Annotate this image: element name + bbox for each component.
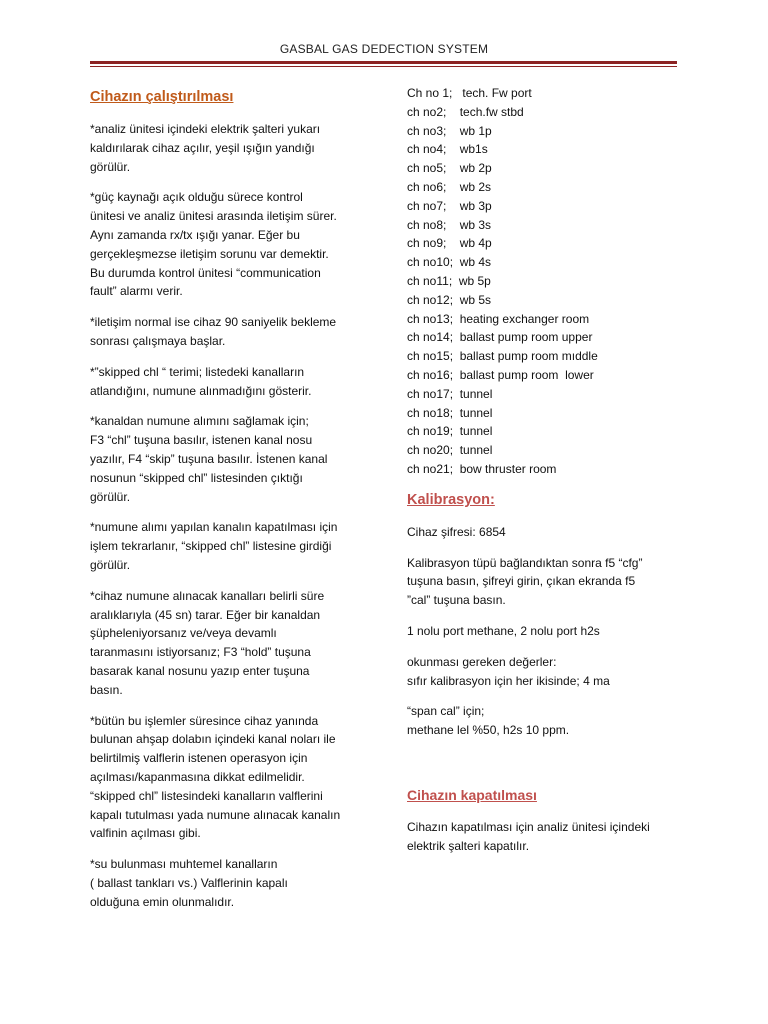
text-line: bulunan ahşap dolabın içindeki kanal noları ile xyxy=(90,732,336,747)
text-line: belirtilmiş valflerin istenen operasyon için xyxy=(90,751,308,766)
text-line: görülür. xyxy=(90,159,131,174)
text-line: ünitesi ve analiz ünitesi arasında iletişim sürer. xyxy=(90,209,337,224)
channel-list xyxy=(407,84,687,479)
text-line: ”cal” tuşuna basın. xyxy=(407,593,506,608)
text-line: *cihaz numune alınacak kanalları belirli süre xyxy=(90,588,325,603)
text-line: sonrası çalışmaya başlar. xyxy=(90,333,226,348)
text-line: F3 “chl” tuşuna basılır, istenen kanal nosu xyxy=(90,433,313,448)
paragraph xyxy=(90,363,368,401)
header-rule-thick xyxy=(90,61,677,64)
channel-item: ch no12; wb 5s xyxy=(407,292,492,307)
channel-item: ch no10; wb 4s xyxy=(407,255,492,270)
text-line: *kanaldan numune alımını sağlamak için; xyxy=(90,414,309,429)
channel-item: ch no5; wb 2p xyxy=(407,161,492,176)
text-line: işlem tekrarlanır, “skipped chl” listesine girdiği xyxy=(90,539,332,554)
text-line: *analiz ünitesi içindeki elektrik şalteri yukarı xyxy=(90,122,321,136)
paragraph xyxy=(90,120,368,176)
channel-item: ch no13; heating exchanger room xyxy=(407,311,590,326)
channel-item: ch no17; tunnel xyxy=(407,386,493,401)
text-line: basın. xyxy=(90,682,123,697)
text-line: görülür. xyxy=(90,557,131,572)
text-line: yazılır, F4 “skip” tuşuna basılır. İstenen kanal xyxy=(90,451,328,466)
text-line: 1 nolu port methane, 2 nolu port h2s xyxy=(407,623,600,638)
channel-item: ch no9; wb 4p xyxy=(407,236,492,251)
text-line: “skipped chl” listesindeki kanalların valflerini xyxy=(90,788,323,803)
paragraph xyxy=(90,587,368,700)
right-column xyxy=(407,84,687,868)
section-heading-shutdown: Cihazın kapatılması xyxy=(407,786,537,803)
paragraph xyxy=(407,523,687,542)
channel-item: ch no14; ballast pump room upper xyxy=(407,330,593,345)
channel-item: ch no7; wb 3p xyxy=(407,198,492,213)
text-line: Kalibrasyon tüpü bağlandıktan sonra f5 “cfg” xyxy=(407,555,643,570)
calibration-paragraphs xyxy=(407,523,687,740)
shutdown-paragraph xyxy=(407,818,687,856)
text-line: olduğuna emin olunmalıdır. xyxy=(90,894,235,909)
text-line: *iletişim normal ise cihaz 90 saniyelik bekleme xyxy=(90,315,337,330)
paragraph xyxy=(90,188,368,301)
text-line: basarak kanal nosunu yazıp enter tuşuna xyxy=(90,663,310,678)
channel-item: ch no18; tunnel xyxy=(407,405,493,420)
paragraph xyxy=(407,702,687,740)
text-line: methane lel %50, h2s 10 ppm. xyxy=(407,723,570,738)
section-heading-calibration: Kalibrasyon: xyxy=(407,491,495,508)
text-line: Bu durumda kontrol ünitesi “communication xyxy=(90,265,321,280)
channel-item: ch no19; tunnel xyxy=(407,424,493,439)
text-line: Aynı zamanda rx/tx ışığı yanar. Eğer bu xyxy=(90,227,300,242)
text-line: elektrik şalteri kapatılır. xyxy=(407,838,530,853)
channel-item: ch no3; wb 1p xyxy=(407,123,492,138)
channel-item: ch no16; ballast pump room lower xyxy=(407,367,594,382)
startup-paragraphs xyxy=(90,120,368,911)
channel-item: Ch no 1; tech. Fw port xyxy=(407,86,532,100)
text-line: Cihaz şifresi: 6854 xyxy=(407,524,506,539)
text-line: şüpheleniyorsanız ve/veya devamlı xyxy=(90,626,277,641)
text-line: kaldırılarak cihaz açılır, yeşil ışığın yandığı xyxy=(90,140,315,155)
text-line: gerçekleşmezse iletişim sorunu var demektir. xyxy=(90,246,329,261)
text-line: valfinin açılması gibi. xyxy=(90,826,201,841)
paragraph xyxy=(90,412,368,506)
text-line: fault” alarmı verir. xyxy=(90,284,183,299)
paragraph xyxy=(90,518,368,574)
paragraph xyxy=(90,313,368,351)
text-line: sıfır kalibrasyon için her ikisinde; 4 ma xyxy=(407,673,610,688)
text-line: atlandığını, numune alınmadığını gösterir. xyxy=(90,383,312,398)
channel-item: ch no4; wb1s xyxy=(407,142,488,157)
channel-item: ch no2; tech.fw stbd xyxy=(407,104,524,119)
channel-item: ch no20; tunnel xyxy=(407,443,493,458)
text-line: taranmasını istiyorsanız; F3 “hold” tuşuna xyxy=(90,645,311,660)
header-rule-thin xyxy=(90,66,677,67)
text-line: “span cal” için; xyxy=(407,704,485,719)
text-line: Cihazın kapatılması için analiz ünitesi içindeki xyxy=(407,819,650,834)
paragraph xyxy=(407,554,687,610)
paragraph xyxy=(90,712,368,844)
channel-item: ch no21; bow thruster room xyxy=(407,461,557,476)
text-line: görülür. xyxy=(90,489,131,504)
text-line: *su bulunması muhtemel kanalların xyxy=(90,857,278,872)
text-line: okunması gereken değerler: xyxy=(407,654,557,669)
text-line: nosunun “skipped chl” listesinden çıktığı xyxy=(90,470,303,485)
channel-item: ch no8; wb 3s xyxy=(407,217,492,232)
paragraph xyxy=(90,855,368,911)
paragraph xyxy=(407,622,687,641)
page-header: GASBAL GAS DEDECTION SYSTEM xyxy=(279,42,489,56)
paragraph xyxy=(407,653,687,691)
text-line: açılması/kapanmasına dikkat edilmelidir. xyxy=(90,769,305,784)
channel-item: ch no11; wb 5p xyxy=(407,273,491,288)
left-column xyxy=(90,88,368,923)
text-line: *numune alımı yapılan kanalın kapatılması için xyxy=(90,520,338,535)
section-heading-startup: Cihazın çalıştırılması xyxy=(90,89,234,105)
text-line: tuşuna basın, şifreyi girin, çıkan ekranda f5 xyxy=(407,574,636,589)
text-line: *”skipped chl “ terimi; listedeki kanalların xyxy=(90,364,305,379)
text-line: *bütün bu işlemler süresince cihaz yanında xyxy=(90,713,319,728)
text-line: *güç kaynağı açık olduğu sürece kontrol xyxy=(90,190,303,205)
channel-item: ch no15; ballast pump room mıddle xyxy=(407,349,598,364)
text-line: kapalı tutulması yada numune alınacak kanalın xyxy=(90,807,341,822)
channel-item: ch no6; wb 2s xyxy=(407,179,492,194)
text-line: aralıklarıyla (45 sn) tarar. Eğer bir kanaldan xyxy=(90,607,321,622)
text-line: ( ballast tankları vs.) Valflerinin kapalı xyxy=(90,875,288,890)
